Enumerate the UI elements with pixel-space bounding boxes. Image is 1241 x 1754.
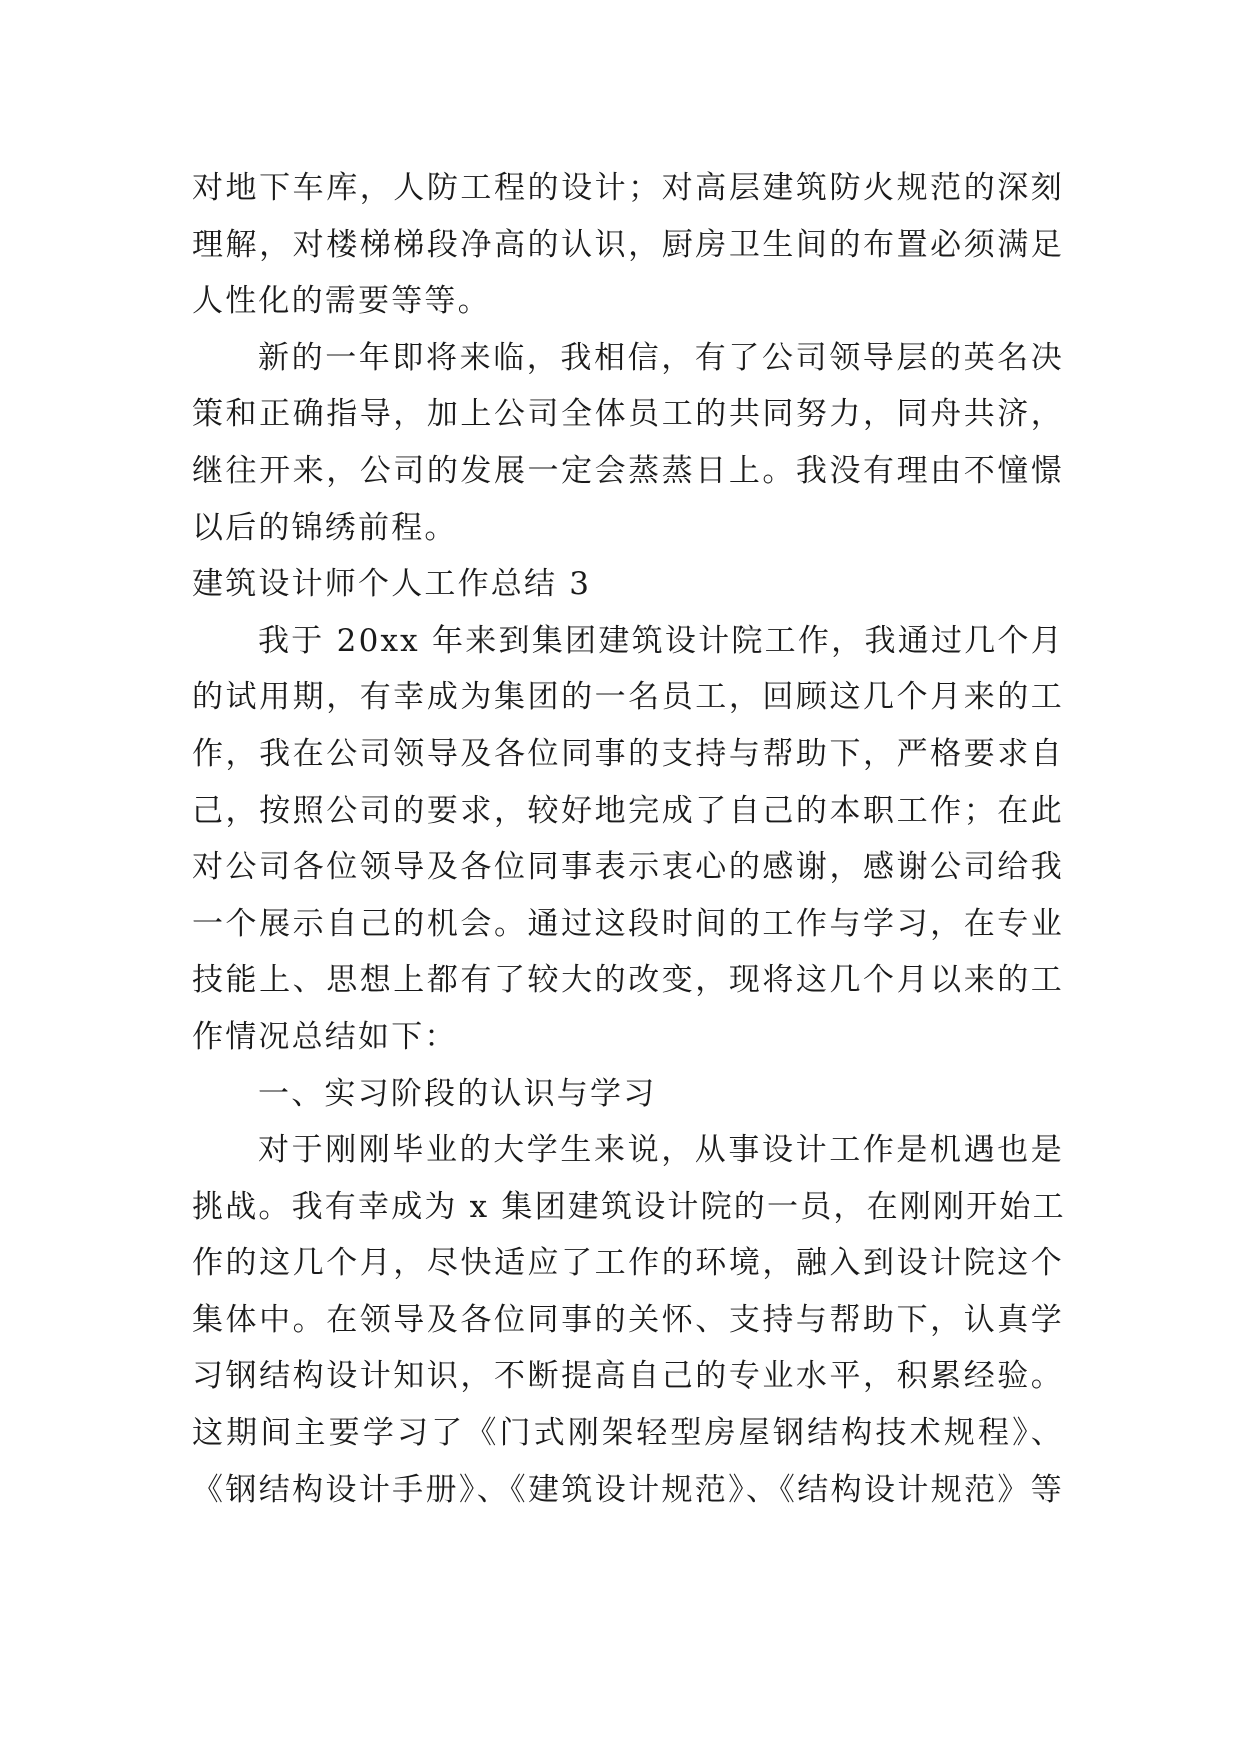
- body-line: 策和正确指导，加上公司全体员工的共同努力，同舟共济，: [192, 396, 1064, 433]
- body-line: 挑战。我有幸成为 x 集团建筑设计院的一员，在刚刚开始工: [192, 1188, 1066, 1225]
- document-body: [192, 160, 1064, 1518]
- paragraph-first-line: 我于 20xx 年来到集团建筑设计院工作，我通过几个月: [258, 622, 1064, 659]
- body-line: 技能上、思想上都有了较大的改变，现将这几个月以来的工: [192, 962, 1064, 999]
- body-line: 作，我在公司领导及各位同事的支持与帮助下，严格要求自: [192, 735, 1064, 772]
- body-line: 己，按照公司的要求，较好地完成了自己的本职工作；在此: [192, 792, 1064, 829]
- body-line: 人性化的需要等等。: [192, 283, 491, 320]
- body-line: 继往开来，公司的发展一定会蒸蒸日上。我没有理由不憧憬: [192, 452, 1064, 489]
- body-line: 这期间主要学习了《门式刚架轻型房屋钢结构技术规程》、: [192, 1415, 1064, 1452]
- body-line: 对公司各位领导及各位同事表示衷心的感谢，感谢公司给我: [192, 849, 1064, 886]
- body-line: 作的这几个月，尽快适应了工作的环境，融入到设计院这个: [192, 1245, 1064, 1282]
- body-line: 的试用期，有幸成为集团的一名员工，回顾这几个月来的工: [192, 679, 1064, 716]
- body-line: 对地下车库，人防工程的设计；对高层建筑防火规范的深刻: [192, 170, 1064, 206]
- paragraph-first-line: 新的一年即将来临，我相信，有了公司领导层的英名决: [258, 339, 1064, 376]
- body-line: 理解，对楼梯梯段净高的认识，厨房卫生间的布置必须满足: [192, 226, 1064, 263]
- body-line: 《钢结构设计手册》、《建筑设计规范》、《结构设计规范》等: [192, 1471, 1064, 1508]
- body-line: 以后的锦绣前程。: [192, 509, 458, 546]
- subsection-heading: 一、实习阶段的认识与学习: [258, 1075, 657, 1112]
- body-line: 集体中。在领导及各位同事的关怀、支持与帮助下，认真学: [192, 1301, 1064, 1338]
- body-line: 作情况总结如下：: [192, 1018, 458, 1055]
- body-line: 习钢结构设计知识，不断提高自己的专业水平，积累经验。: [192, 1358, 1064, 1395]
- paragraph-first-line: 对于刚刚毕业的大学生来说，从事设计工作是机遇也是: [258, 1132, 1064, 1169]
- body-line: 一个展示自己的机会。通过这段时间的工作与学习，在专业: [192, 905, 1064, 942]
- section-title: 建筑设计师个人工作总结 3: [192, 566, 592, 603]
